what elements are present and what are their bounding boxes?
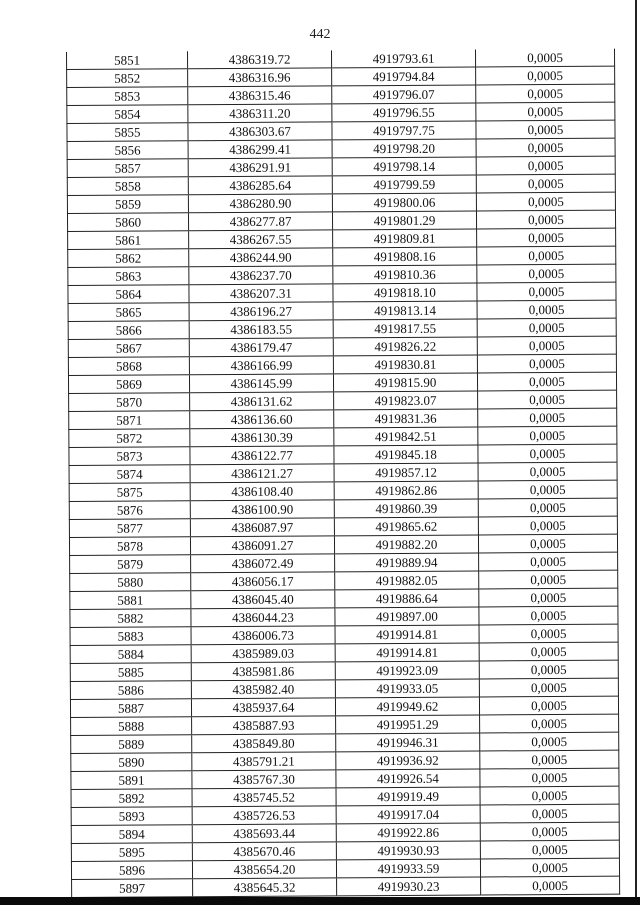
x-coordinate-cell: 4386145.99 bbox=[189, 374, 333, 393]
accuracy-cell: 0,0005 bbox=[477, 372, 616, 391]
accuracy-cell: 0,0005 bbox=[478, 516, 617, 535]
y-coordinate-cell: 4919817.55 bbox=[333, 319, 477, 338]
y-coordinate-cell: 4919949.62 bbox=[335, 697, 479, 716]
accuracy-cell: 0,0005 bbox=[480, 804, 619, 823]
x-coordinate-cell: 4386136.60 bbox=[190, 410, 334, 429]
y-coordinate-cell: 4919823.07 bbox=[334, 391, 478, 410]
point-number-cell: 5865 bbox=[68, 303, 189, 322]
y-coordinate-cell: 4919845.18 bbox=[334, 445, 478, 464]
accuracy-cell: 0,0005 bbox=[480, 750, 619, 769]
x-coordinate-cell: 4386267.55 bbox=[189, 230, 333, 249]
x-coordinate-cell: 4386121.27 bbox=[190, 464, 334, 483]
x-coordinate-cell: 4385645.32 bbox=[193, 878, 337, 897]
y-coordinate-cell: 4919857.12 bbox=[334, 463, 478, 482]
x-coordinate-cell: 4386207.31 bbox=[189, 284, 333, 303]
y-coordinate-cell: 4919794.84 bbox=[332, 67, 476, 86]
accuracy-cell: 0,0005 bbox=[480, 786, 619, 805]
point-number-cell: 5861 bbox=[68, 231, 189, 250]
point-number-cell: 5895 bbox=[71, 843, 192, 862]
y-coordinate-cell: 4919815.90 bbox=[333, 373, 477, 392]
point-number-cell: 5853 bbox=[67, 87, 188, 106]
point-number-cell: 5870 bbox=[69, 393, 190, 412]
accuracy-cell: 0,0005 bbox=[480, 732, 619, 751]
x-coordinate-cell: 4386183.55 bbox=[189, 320, 333, 339]
point-number-cell: 5876 bbox=[69, 501, 190, 520]
point-number-cell: 5894 bbox=[71, 825, 192, 844]
accuracy-cell: 0,0005 bbox=[479, 606, 618, 625]
y-coordinate-cell: 4919930.23 bbox=[337, 877, 481, 896]
y-coordinate-cell: 4919810.36 bbox=[333, 265, 477, 284]
x-coordinate-cell: 4386299.41 bbox=[188, 140, 332, 159]
y-coordinate-cell: 4919886.64 bbox=[335, 589, 479, 608]
accuracy-cell: 0,0005 bbox=[479, 570, 618, 589]
point-number-cell: 5864 bbox=[68, 285, 189, 304]
y-coordinate-cell: 4919862.86 bbox=[334, 481, 478, 500]
y-coordinate-cell: 4919923.09 bbox=[335, 661, 479, 680]
x-coordinate-cell: 4385937.64 bbox=[191, 698, 335, 717]
x-coordinate-cell: 4385791.21 bbox=[192, 752, 336, 771]
accuracy-cell: 0,0005 bbox=[478, 444, 617, 463]
y-coordinate-cell: 4919922.86 bbox=[336, 823, 480, 842]
point-number-cell: 5856 bbox=[67, 141, 188, 160]
point-number-cell: 5883 bbox=[70, 627, 191, 646]
y-coordinate-cell: 4919889.94 bbox=[335, 553, 479, 572]
x-coordinate-cell: 4386131.62 bbox=[190, 392, 334, 411]
accuracy-cell: 0,0005 bbox=[478, 498, 617, 517]
point-number-cell: 5868 bbox=[68, 357, 189, 376]
accuracy-cell: 0,0005 bbox=[476, 66, 615, 85]
x-coordinate-cell: 4386277.87 bbox=[188, 212, 332, 231]
point-number-cell: 5889 bbox=[71, 735, 192, 754]
accuracy-cell: 0,0005 bbox=[476, 138, 615, 157]
x-coordinate-cell: 4386045.40 bbox=[191, 590, 335, 609]
x-coordinate-cell: 4385670.46 bbox=[192, 842, 336, 861]
coordinates-table-body bbox=[66, 49, 619, 898]
y-coordinate-cell: 4919882.20 bbox=[334, 535, 478, 554]
y-coordinate-cell: 4919951.29 bbox=[336, 715, 480, 734]
point-number-cell: 5880 bbox=[70, 573, 191, 592]
accuracy-cell: 0,0005 bbox=[477, 300, 616, 319]
x-coordinate-cell: 4386237.70 bbox=[189, 266, 333, 285]
accuracy-cell: 0,0005 bbox=[481, 876, 620, 895]
y-coordinate-cell: 4919926.54 bbox=[336, 769, 480, 788]
x-coordinate-cell: 4386285.64 bbox=[188, 176, 332, 195]
point-number-cell: 5887 bbox=[70, 699, 191, 718]
y-coordinate-cell: 4919865.62 bbox=[334, 517, 478, 536]
accuracy-cell: 0,0005 bbox=[477, 246, 616, 265]
x-coordinate-cell: 4385887.93 bbox=[192, 716, 336, 735]
x-coordinate-cell: 4386108.40 bbox=[190, 482, 334, 501]
point-number-cell: 5879 bbox=[70, 555, 191, 574]
y-coordinate-cell: 4919930.93 bbox=[336, 841, 480, 860]
accuracy-cell: 0,0005 bbox=[479, 678, 618, 697]
point-number-cell: 5877 bbox=[69, 519, 190, 538]
x-coordinate-cell: 4385981.86 bbox=[191, 662, 335, 681]
point-number-cell: 5886 bbox=[70, 681, 191, 700]
y-coordinate-cell: 4919798.20 bbox=[332, 139, 476, 158]
y-coordinate-cell: 4919933.59 bbox=[336, 859, 480, 878]
x-coordinate-cell: 4385849.80 bbox=[192, 734, 336, 753]
accuracy-cell: 0,0005 bbox=[479, 642, 618, 661]
point-number-cell: 5897 bbox=[72, 879, 193, 898]
accuracy-cell: 0,0005 bbox=[478, 426, 617, 445]
accuracy-cell: 0,0005 bbox=[479, 552, 618, 571]
x-coordinate-cell: 4386044.23 bbox=[191, 608, 335, 627]
accuracy-cell: 0,0005 bbox=[477, 282, 616, 301]
x-coordinate-cell: 4386315.46 bbox=[188, 86, 332, 105]
y-coordinate-cell: 4919813.14 bbox=[333, 301, 477, 320]
point-number-cell: 5884 bbox=[70, 645, 191, 664]
accuracy-cell: 0,0005 bbox=[478, 408, 617, 427]
page-edge-line bbox=[635, 0, 637, 905]
x-coordinate-cell: 4385654.20 bbox=[192, 860, 336, 879]
y-coordinate-cell: 4919914.81 bbox=[335, 643, 479, 662]
x-coordinate-cell: 4386091.27 bbox=[190, 536, 334, 555]
point-number-cell: 5896 bbox=[71, 861, 192, 880]
accuracy-cell: 0,0005 bbox=[479, 696, 618, 715]
y-coordinate-cell: 4919797.75 bbox=[332, 121, 476, 140]
x-coordinate-cell: 4386122.77 bbox=[190, 446, 334, 465]
point-number-cell: 5890 bbox=[71, 753, 192, 772]
point-number-cell: 5854 bbox=[67, 105, 188, 124]
x-coordinate-cell: 4386291.91 bbox=[188, 158, 332, 177]
point-number-cell: 5875 bbox=[69, 483, 190, 502]
point-number-cell: 5874 bbox=[69, 465, 190, 484]
y-coordinate-cell: 4919919.49 bbox=[336, 787, 480, 806]
accuracy-cell: 0,0005 bbox=[476, 84, 615, 103]
accuracy-cell: 0,0005 bbox=[479, 624, 618, 643]
accuracy-cell: 0,0005 bbox=[476, 102, 615, 121]
y-coordinate-cell: 4919796.55 bbox=[332, 103, 476, 122]
point-number-cell: 5869 bbox=[68, 375, 189, 394]
accuracy-cell: 0,0005 bbox=[477, 228, 616, 247]
x-coordinate-cell: 4386166.99 bbox=[189, 356, 333, 375]
accuracy-cell: 0,0005 bbox=[480, 840, 619, 859]
x-coordinate-cell: 4385982.40 bbox=[191, 680, 335, 699]
accuracy-cell: 0,0005 bbox=[475, 49, 614, 67]
point-number-cell: 5863 bbox=[68, 267, 189, 286]
accuracy-cell: 0,0005 bbox=[476, 192, 615, 211]
y-coordinate-cell: 4919830.81 bbox=[333, 355, 477, 374]
point-number-cell: 5860 bbox=[67, 213, 188, 232]
point-number-cell: 5867 bbox=[68, 339, 189, 358]
point-number-cell: 5859 bbox=[67, 195, 188, 214]
x-coordinate-cell: 4386006.73 bbox=[191, 626, 335, 645]
point-number-cell: 5858 bbox=[67, 177, 188, 196]
point-number-cell: 5857 bbox=[67, 159, 188, 178]
accuracy-cell: 0,0005 bbox=[476, 120, 615, 139]
point-number-cell: 5878 bbox=[69, 537, 190, 556]
y-coordinate-cell: 4919897.00 bbox=[335, 607, 479, 626]
point-number-cell: 5872 bbox=[69, 429, 190, 448]
accuracy-cell: 0,0005 bbox=[478, 390, 617, 409]
accuracy-cell: 0,0005 bbox=[478, 462, 617, 481]
accuracy-cell: 0,0005 bbox=[480, 858, 619, 877]
coordinates-table bbox=[66, 49, 620, 898]
x-coordinate-cell: 4386244.90 bbox=[189, 248, 333, 267]
x-coordinate-cell: 4386100.90 bbox=[190, 500, 334, 519]
coordinates-table-container bbox=[66, 49, 617, 898]
y-coordinate-cell: 4919809.81 bbox=[333, 229, 477, 248]
x-coordinate-cell: 4386316.96 bbox=[188, 68, 332, 87]
accuracy-cell: 0,0005 bbox=[477, 264, 616, 283]
y-coordinate-cell: 4919826.22 bbox=[333, 337, 477, 356]
accuracy-cell: 0,0005 bbox=[477, 318, 616, 337]
y-coordinate-cell: 4919831.36 bbox=[334, 409, 478, 428]
point-number-cell: 5866 bbox=[68, 321, 189, 340]
accuracy-cell: 0,0005 bbox=[476, 210, 615, 229]
accuracy-cell: 0,0005 bbox=[479, 588, 618, 607]
y-coordinate-cell: 4919842.51 bbox=[334, 427, 478, 446]
y-coordinate-cell: 4919808.16 bbox=[333, 247, 477, 266]
x-coordinate-cell: 4386087.97 bbox=[190, 518, 334, 537]
point-number-cell: 5862 bbox=[68, 249, 189, 268]
x-coordinate-cell: 4386280.90 bbox=[188, 194, 332, 213]
x-coordinate-cell: 4385767.30 bbox=[192, 770, 336, 789]
y-coordinate-cell: 4919799.59 bbox=[332, 175, 476, 194]
y-coordinate-cell: 4919882.05 bbox=[335, 571, 479, 590]
x-coordinate-cell: 4386179.47 bbox=[189, 338, 333, 357]
y-coordinate-cell: 4919796.07 bbox=[332, 85, 476, 104]
accuracy-cell: 0,0005 bbox=[477, 336, 616, 355]
y-coordinate-cell: 4919933.05 bbox=[335, 679, 479, 698]
y-coordinate-cell: 4919936.92 bbox=[336, 751, 480, 770]
accuracy-cell: 0,0005 bbox=[480, 714, 619, 733]
point-number-cell: 5893 bbox=[71, 807, 192, 826]
x-coordinate-cell: 4386056.17 bbox=[191, 572, 335, 591]
accuracy-cell: 0,0005 bbox=[476, 174, 615, 193]
x-coordinate-cell: 4385726.53 bbox=[192, 806, 336, 825]
point-number-cell: 5891 bbox=[71, 771, 192, 790]
point-number-cell: 5871 bbox=[69, 411, 190, 430]
point-number-cell: 5855 bbox=[67, 123, 188, 142]
point-number-cell: 5885 bbox=[70, 663, 191, 682]
accuracy-cell: 0,0005 bbox=[480, 768, 619, 787]
x-coordinate-cell: 4386196.27 bbox=[189, 302, 333, 321]
point-number-cell: 5852 bbox=[67, 69, 188, 88]
x-coordinate-cell: 4386319.72 bbox=[187, 50, 331, 68]
x-coordinate-cell: 4385693.44 bbox=[192, 824, 336, 843]
point-number-cell: 5873 bbox=[69, 447, 190, 466]
accuracy-cell: 0,0005 bbox=[480, 822, 619, 841]
x-coordinate-cell: 4386072.49 bbox=[191, 554, 335, 573]
point-number-cell: 5888 bbox=[71, 717, 192, 736]
x-coordinate-cell: 4386303.67 bbox=[188, 122, 332, 141]
y-coordinate-cell: 4919946.31 bbox=[336, 733, 480, 752]
page-number: 442 bbox=[309, 27, 331, 42]
accuracy-cell: 0,0005 bbox=[476, 156, 615, 175]
y-coordinate-cell: 4919798.14 bbox=[332, 157, 476, 176]
y-coordinate-cell: 4919800.06 bbox=[332, 193, 476, 212]
point-number-cell: 5851 bbox=[66, 51, 187, 69]
accuracy-cell: 0,0005 bbox=[479, 660, 618, 679]
y-coordinate-cell: 4919917.04 bbox=[336, 805, 480, 824]
point-number-cell: 5892 bbox=[71, 789, 192, 808]
x-coordinate-cell: 4385745.52 bbox=[192, 788, 336, 807]
x-coordinate-cell: 4386311.20 bbox=[188, 104, 332, 123]
x-coordinate-cell: 4385989.03 bbox=[191, 644, 335, 663]
y-coordinate-cell: 4919793.61 bbox=[331, 49, 475, 67]
point-number-cell: 5882 bbox=[70, 609, 191, 628]
y-coordinate-cell: 4919914.81 bbox=[335, 625, 479, 644]
y-coordinate-cell: 4919801.29 bbox=[332, 211, 476, 230]
x-coordinate-cell: 4386130.39 bbox=[190, 428, 334, 447]
y-coordinate-cell: 4919860.39 bbox=[334, 499, 478, 518]
accuracy-cell: 0,0005 bbox=[477, 354, 616, 373]
page-bottom-bar bbox=[0, 897, 640, 905]
table-row bbox=[72, 876, 620, 897]
point-number-cell: 5881 bbox=[70, 591, 191, 610]
accuracy-cell: 0,0005 bbox=[478, 534, 617, 553]
accuracy-cell: 0,0005 bbox=[478, 480, 617, 499]
y-coordinate-cell: 4919818.10 bbox=[333, 283, 477, 302]
